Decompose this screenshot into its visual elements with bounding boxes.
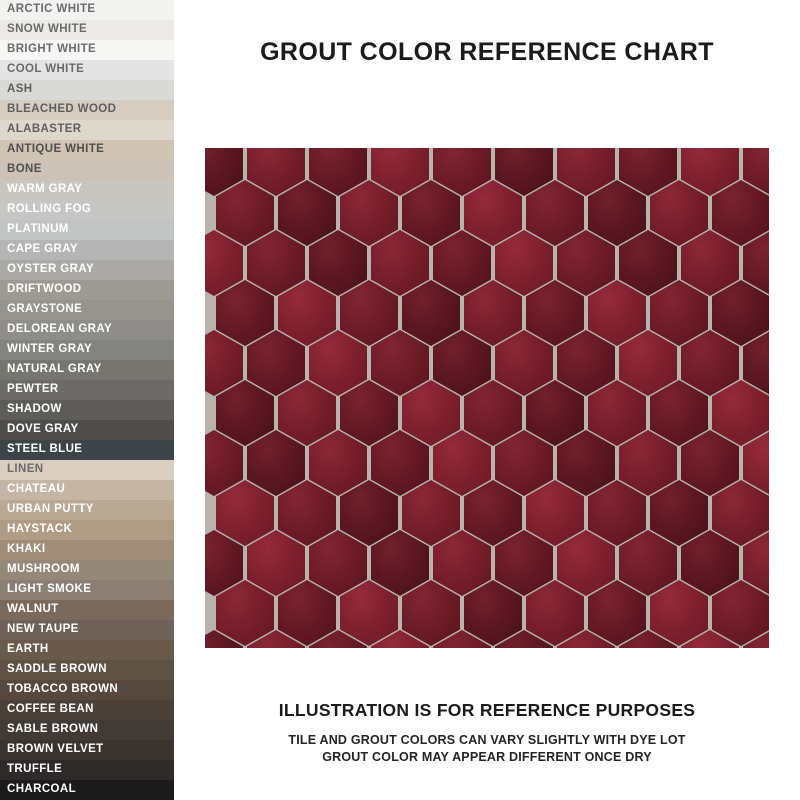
footer-note-dye-lot: TILE AND GROUT COLORS CAN VARY SLIGHTLY WITH DYE LOT <box>288 733 686 747</box>
swatch-row[interactable] <box>0 580 174 600</box>
swatch-row[interactable] <box>0 480 174 500</box>
swatch-row[interactable] <box>0 600 174 620</box>
swatch-label: WARM GRAY <box>7 183 83 196</box>
swatch-label: NATURAL GRAY <box>7 363 102 376</box>
swatch-label: KHAKI <box>7 543 46 556</box>
swatch-label: EARTH <box>7 643 49 656</box>
swatch-label: HAYSTACK <box>7 523 73 536</box>
swatch-label: TOBACCO BROWN <box>7 683 119 696</box>
swatch-row[interactable] <box>0 380 174 400</box>
footer <box>174 700 800 765</box>
swatch-row[interactable] <box>0 360 174 380</box>
swatch-label: DRIFTWOOD <box>7 283 82 296</box>
swatch-label: BONE <box>7 163 42 176</box>
swatch-label: BRIGHT WHITE <box>7 43 97 56</box>
swatch-row[interactable] <box>0 780 174 800</box>
swatch-row[interactable] <box>0 180 174 200</box>
swatch-label: PEWTER <box>7 383 59 396</box>
swatch-label: STEEL BLUE <box>7 443 83 456</box>
swatch-row[interactable] <box>0 540 174 560</box>
swatch-label: SADDLE BROWN <box>7 663 107 676</box>
swatch-label: LINEN <box>7 463 44 476</box>
swatch-label: DOVE GRAY <box>7 423 79 436</box>
swatch-label: LIGHT SMOKE <box>7 583 92 596</box>
swatch-label: WINTER GRAY <box>7 343 93 356</box>
swatch-row[interactable] <box>0 720 174 740</box>
swatch-row[interactable] <box>0 40 174 60</box>
hexagon-tile-illustration <box>205 148 769 648</box>
swatch-label: OYSTER GRAY <box>7 263 95 276</box>
swatch-row[interactable] <box>0 240 174 260</box>
swatch-row[interactable] <box>0 80 174 100</box>
swatch-row[interactable] <box>0 740 174 760</box>
swatch-row[interactable] <box>0 460 174 480</box>
swatch-label: TRUFFLE <box>7 763 63 776</box>
swatch-row[interactable] <box>0 760 174 780</box>
footer-headline: ILLUSTRATION IS FOR REFERENCE PURPOSES <box>278 700 696 720</box>
swatch-row[interactable] <box>0 640 174 660</box>
swatch-label: CAPE GRAY <box>7 243 78 256</box>
footer-note-dry-color: GROUT COLOR MAY APPEAR DIFFERENT ONCE DRY <box>322 749 652 764</box>
swatch-row[interactable] <box>0 560 174 580</box>
page-title: GROUT COLOR REFERENCE CHART <box>260 38 714 66</box>
right-panel <box>174 0 800 800</box>
swatch-label: BROWN VELVET <box>7 743 104 756</box>
grout-color-swatch-list <box>0 0 174 800</box>
swatch-label: CHATEAU <box>7 483 66 496</box>
swatch-row[interactable] <box>0 0 174 20</box>
swatch-row[interactable] <box>0 340 174 360</box>
swatch-row[interactable] <box>0 200 174 220</box>
swatch-label: SNOW WHITE <box>7 23 88 36</box>
swatch-row[interactable] <box>0 20 174 40</box>
swatch-label: COFFEE BEAN <box>7 703 94 716</box>
swatch-row[interactable] <box>0 160 174 180</box>
swatch-row[interactable] <box>0 660 174 680</box>
swatch-row[interactable] <box>0 280 174 300</box>
swatch-row[interactable] <box>0 120 174 140</box>
swatch-label: ARCTIC WHITE <box>7 3 96 16</box>
swatch-row[interactable] <box>0 260 174 280</box>
swatch-label: CHARCOAL <box>7 783 76 796</box>
swatch-row[interactable] <box>0 100 174 120</box>
swatch-row[interactable] <box>0 420 174 440</box>
swatch-row[interactable] <box>0 680 174 700</box>
swatch-row[interactable] <box>0 500 174 520</box>
swatch-label: GRAYSTONE <box>7 303 83 316</box>
swatch-row[interactable] <box>0 620 174 640</box>
swatch-row[interactable] <box>0 400 174 420</box>
swatch-row[interactable] <box>0 520 174 540</box>
swatch-label: MUSHROOM <box>7 563 80 576</box>
swatch-label: NEW TAUPE <box>7 623 79 636</box>
swatch-label: WALNUT <box>7 603 59 616</box>
swatch-label: ANTIQUE WHITE <box>7 143 105 156</box>
swatch-label: PLATINUM <box>7 223 69 236</box>
swatch-row[interactable] <box>0 320 174 340</box>
swatch-label: ROLLING FOG <box>7 203 92 216</box>
swatch-label: COOL WHITE <box>7 63 85 76</box>
swatch-row[interactable] <box>0 220 174 240</box>
swatch-label: BLEACHED WOOD <box>7 103 117 116</box>
swatch-row[interactable] <box>0 300 174 320</box>
swatch-label: ALABASTER <box>7 123 82 136</box>
swatch-row[interactable] <box>0 700 174 720</box>
swatch-label: SHADOW <box>7 403 62 416</box>
swatch-row[interactable] <box>0 60 174 80</box>
swatch-label: ASH <box>7 83 33 96</box>
swatch-row[interactable] <box>0 140 174 160</box>
swatch-label: SABLE BROWN <box>7 723 99 736</box>
swatch-label: DELOREAN GRAY <box>7 323 113 336</box>
swatch-row[interactable] <box>0 440 174 460</box>
swatch-label: URBAN PUTTY <box>7 503 94 516</box>
